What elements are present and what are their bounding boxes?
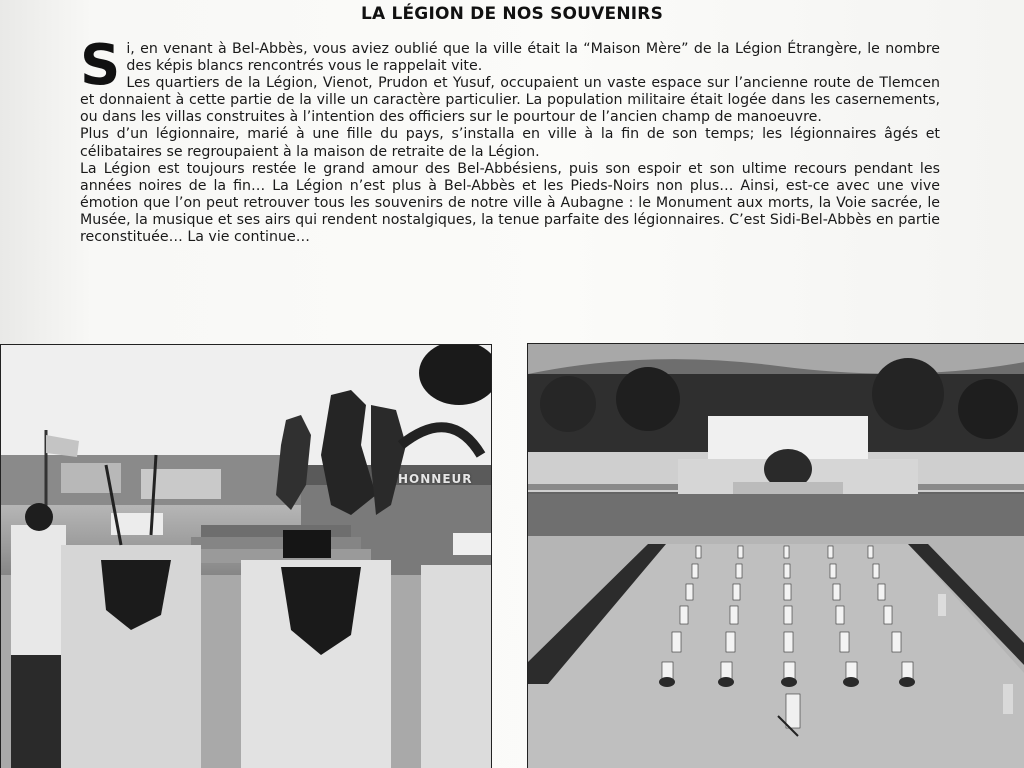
paragraph-3: Plus d’un légionnaire, marié à une fille du pays, s’installa en ville à la fin de son temps; les légionnaires âgés et célibataires se regroupaient à la maison de retraite de la Légion. bbox=[80, 126, 940, 160]
photo-right-scene bbox=[528, 344, 1024, 768]
photo-left-scene bbox=[1, 345, 491, 768]
paragraph-4: La Légion est toujours restée le grand amour des Bel-Abbésiens, puis son espoir et son ultime recours pendant les années noires de la fin… La Légion n’est plus à Bel-Abbès et les Pieds-Noirs non plus… Ainsi, est-ce avec une vive émotion que l’on peut retrouver tous les souvenirs de notre ville à Aubagne : le Monument aux morts, la Voie sacrée, le Musée, la musique et ses airs qui rendent nostalgiques, la tenue parfaite des légionnaires. C’est Sidi-Bel-Abbès en partie reconstituée… La vie continue… bbox=[80, 160, 940, 246]
drop-cap: S bbox=[80, 33, 121, 98]
article-body bbox=[80, 33, 940, 246]
paragraph-2: Les quartiers de la Légion, Vienot, Prudon et Yusuf, occupaient un vaste espace sur l’ancienne route de Tlemcen et donnaient à cette partie de la ville un caractère particulier. La population militaire était logée dans les casernements, ou dans les villas construites à l’intention des officiers sur le pourtour de l’ancien champ de manoeuvre. bbox=[80, 75, 940, 126]
monument-inscription: HONNEUR bbox=[398, 472, 473, 486]
page-title: LA LÉGION DE NOS SOUVENIRS bbox=[360, 4, 664, 24]
photo-legionnaires-at-monument bbox=[0, 344, 492, 768]
photo-aubagne-monument-parade bbox=[527, 343, 1024, 768]
paragraph-1: i, en venant à Bel-Abbès, vous aviez oublié que la ville était la “Maison Mère” de la Légion Étrangère, le nombre des képis blancs rencontrés vous le rappelait vite. bbox=[126, 41, 940, 75]
